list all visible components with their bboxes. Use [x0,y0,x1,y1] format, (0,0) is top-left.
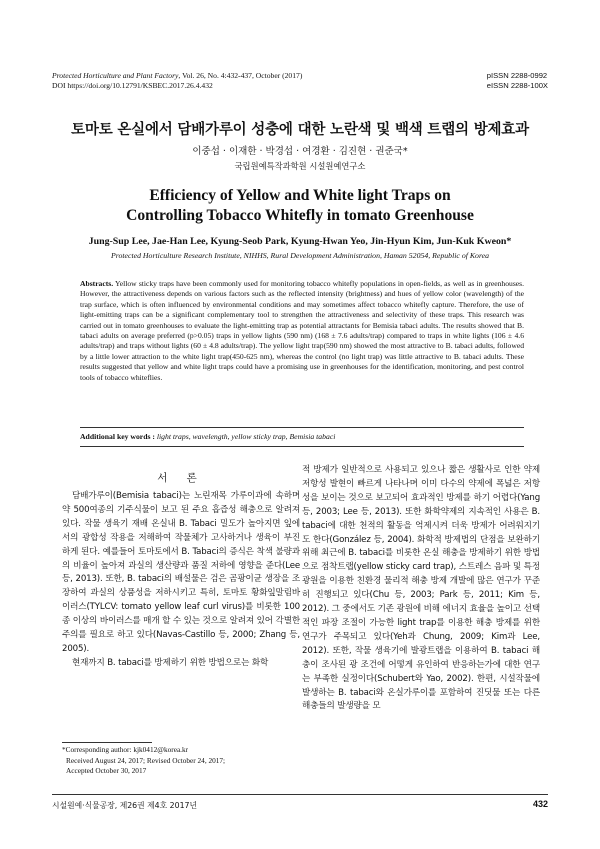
pissn: pISSN 2288-0992 [486,71,548,80]
title-english [0,186,600,226]
keywords-value: light traps, wavelength, yellow sticky trap, Bemisia tabaci [156,432,336,441]
footer-rule [52,794,548,795]
journal-name: Protected Horticulture and Plant Factory [52,71,179,80]
abstract-text: Yellow sticky traps have been commonly used for monitoring tobacco whitefly populations in open-fields, as well as in greenhouses. However, the attractiveness depends on various factors such as the reflected intensity (brightness) and hues of yellow color (wavelength) of the trap surface, which is often influenced by environmental conditions and may sometimes affect tobacco whitefly capture. Therefore, the use of light-emitting traps can be a significant complementary tool to strengthen the attractiveness and selectivity of these traps. This research was carried out in tomato greenhouses to evaluate the light-emitting trap as potential attractants for Bemisia tabaci adults. The results showed that B. tabaci adults on average preferred (p>0.05) traps in yellow lights (590 nm) (168 ± 7.6 adults/trap) compared to traps in white lights (106 ± 4.6 adults/trap) and traps without lights (60 ± 4.8 adults/trap). The yellow light trap(590 nm) showed the most attractive to B. tabaci adults, followed by a little lower attraction to the white light trap(450-625 nm), whereas the control (no light trap) was little attractive to B. tabaci adults. These results suggested that yellow and white light traps could have a promising use in greenhouses for the identification, monitoring, and pest control tools of tobacco whiteflies. [80,279,524,382]
footer-journal: 시설원예·식물공장, 제26권 제4호 2017년 [52,801,198,810]
accepted-date: Accepted October 30, 2017 [66,766,147,775]
title-english-line1: Efficiency of Yellow and White light Traps on [149,187,451,204]
body-column-right [302,464,540,714]
keywords-label: Additional key words : [80,432,155,441]
authors-english: Jung-Sup Lee, Jae-Han Lee, Kyung-Seob Park, Kyung-Hwan Yeo, Jin-Hyun Kim, Jun-Kuk Kweon* [88,236,512,247]
keywords [80,432,524,441]
abstract-label: Abstracts. [80,279,114,288]
title-korean: 토마토 온실에서 담배가루이 성충에 대한 노란색 및 백색 트랩의 방제효과 [71,122,529,138]
journal-citation: , Vol. 26, No. 4:432-437, October (2017) [178,71,303,80]
affiliation-english: Protected Horticulture Research Institute, NIHHS, Rural Development Administration, Haman 52054, Republic of Korea [110,251,490,260]
doi-link[interactable]: DOI https://doi.org/10.12791/KSBEC.2017.26.4.432 [52,81,213,90]
paragraph: 현재까지 B. tabaci를 방제하기 위한 방법으로는 화학 [72,657,269,668]
section-heading-intro: 서 론 [157,472,205,484]
paragraph: 적 방제가 일반적으로 사용되고 있으나 짧은 생활사로 인한 약제 저항성 발현이 빠르게 나타나며 이미 다수의 약제에 폭넓은 저항성을 보이는 것으로 보고되어 효과적인 방제를 하기 어렵다(Yang 등, 2003; Lee 등, 2013). 또한 화학약제의 지속적인 사용은 B. tabaci에 대한 천적의 활동을 억제시켜 더욱 방제가 어려워지기도 한다(González 등, 2004). 화학적 방제법의 단점을 보완하기 위해 최근에 B. tabaci를 비롯한 온실 해충을 방제하기 위한 방법으로 점착트랩(yellow sticky card trap), 스트레스 음파 및 특정 광원을 이용한 친환경 물리적 해충 방제 개발에 많은 연구가 꾸준히 진행되고 있다(Chu 등, 2003; Park 등, 2011; Kim 등, 2012). 그 중에서도 기존 광원에 비해 에너지 효율을 높이고 선택적인 파장 조절이 가능한 light trap를 이용한 해충 방제를 위한 연구가 주목되고 있다(Yeh과 Chung, 2009; Kim과 Lee, 2012). 또한, 작물 생육기에 발광트랩을 이용하여 B. tabaci 해충이 조사된 광 조건에 어떻게 유인하여 반응하는가에 대한 연구는 부족한 실정이다(Schubert와 Yao, 2002). 한편, 시설작물에 발생하는 B. tabaci와 온실가루이를 포함하여 진딧물 또는 다른 해충들의 발생량을 모 [302,465,540,712]
page-number: 432 [532,799,548,809]
authors-korean: 이중섭 · 이재한 · 박경섭 · 여경환 · 김진현 · 권준국* [192,146,408,157]
footnote-rule [62,742,152,743]
paragraph: 담배가루이(Bemisia tabaci)는 노린재목 가루이과에 속하며 약 500여종의 기주식물이 보고 된 주요 흡즙성 해충으로 알려져 있다. 작물 생육기 재배 온실내 B. Tabaci 밀도가 높아지면 잎에서의 광합성 작용을 저해하여 작물체가 고사하거나 생육이 부진하게 된다. 예를들어 토마토에서 B. Tabaci의 증식은 착색 불량과의 비율이 높아져 과실의 생산량과 품질 저하에 영향을 준다(Lee 등, 2013). 또한, B. tabaci의 배설물은 검은 곰팡이균 생장을 조장하여 과실의 상품성을 저하시키고 특히, 토마토 황화잎말림바이러스(TYLCV: tomato yellow leaf curl virus)를 비롯한 100종 이상의 바이러스를 매개 할 수 있는 것으로 알려져 있어 각별한 주의를 필요로 하고 있다(Navas-Castillo 등, 2000; Zhang 등, 2005). [62,491,300,654]
affiliation-korean: 국립원예특작과학원 시설원예연구소 [234,161,366,171]
journal-header [52,71,302,91]
received-date: Received August 24, 2017; Revised October 24, 2017; [66,755,226,765]
footnote [62,745,225,777]
body-column-left [62,490,300,671]
title-english-line2: Controlling Tobacco Whitefly in tomato Greenhouse [126,207,474,224]
keywords-top-rule [80,427,524,428]
eissn: eISSN 2288-100X [486,81,548,90]
keywords-bottom-rule [80,446,524,447]
issn-block [487,71,548,91]
corresponding-author: *Corresponding author: kjk0412@korea.kr [62,745,189,754]
abstract [80,279,524,383]
